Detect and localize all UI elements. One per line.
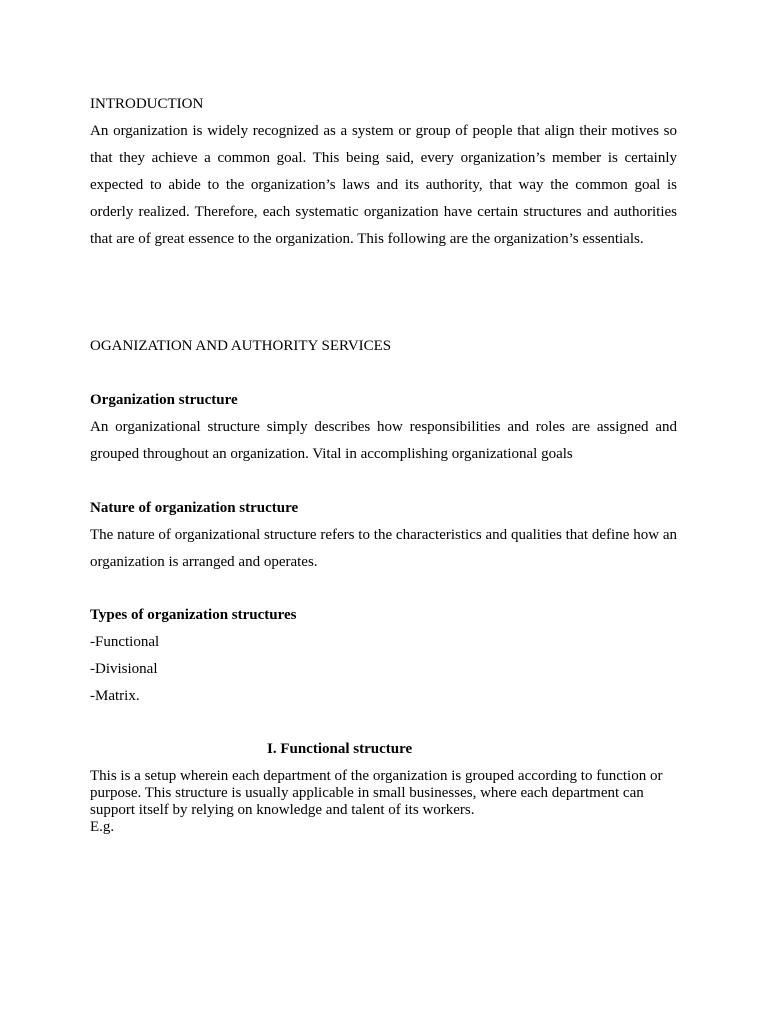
functional-line-1: This is a setup wherein each department of the organization is grouped according to function or <box>90 768 663 784</box>
org-structure-heading: Organization structure <box>90 392 238 408</box>
types-item-functional: -Functional <box>90 634 160 650</box>
types-item-matrix: -Matrix. <box>90 688 140 704</box>
functional-example-label: E.g. <box>90 819 115 835</box>
types-heading: Types of organization structures <box>90 607 297 623</box>
functional-line-3: support itself by relying on knowledge and talent of its workers. <box>90 802 475 818</box>
intro-heading: INTRODUCTION <box>90 96 204 112</box>
intro-paragraph: An organization is widely recognized as a system or group of people that align their motives so that they achieve a common goal. This being said, every organization’s member is certainly expected to abide to the organization’s laws and its authority, that way the common goal is orderly realized. Therefore, each systematic organization have certain structures and authorities that are of great essence to the organization. This following are the organization’s essentials. <box>90 123 677 247</box>
functional-heading: I. Functional structure <box>267 741 413 757</box>
section-heading: OGANIZATION AND AUTHORITY SERVICES <box>90 338 392 354</box>
nature-heading: Nature of organization structure <box>90 500 299 516</box>
org-structure-paragraph: An organizational structure simply describes how responsibilities and roles are assigned and grouped throughout an organization. Vital in accomplishing organizational goals <box>90 419 677 462</box>
nature-paragraph: The nature of organizational structure refers to the characteristics and qualities that define how an organization is arranged and operates. <box>90 527 677 570</box>
document-body <box>90 93 677 836</box>
functional-line-2: purpose. This structure is usually applicable in small businesses, where each department can <box>90 785 644 801</box>
types-item-divisional: -Divisional <box>90 661 158 677</box>
